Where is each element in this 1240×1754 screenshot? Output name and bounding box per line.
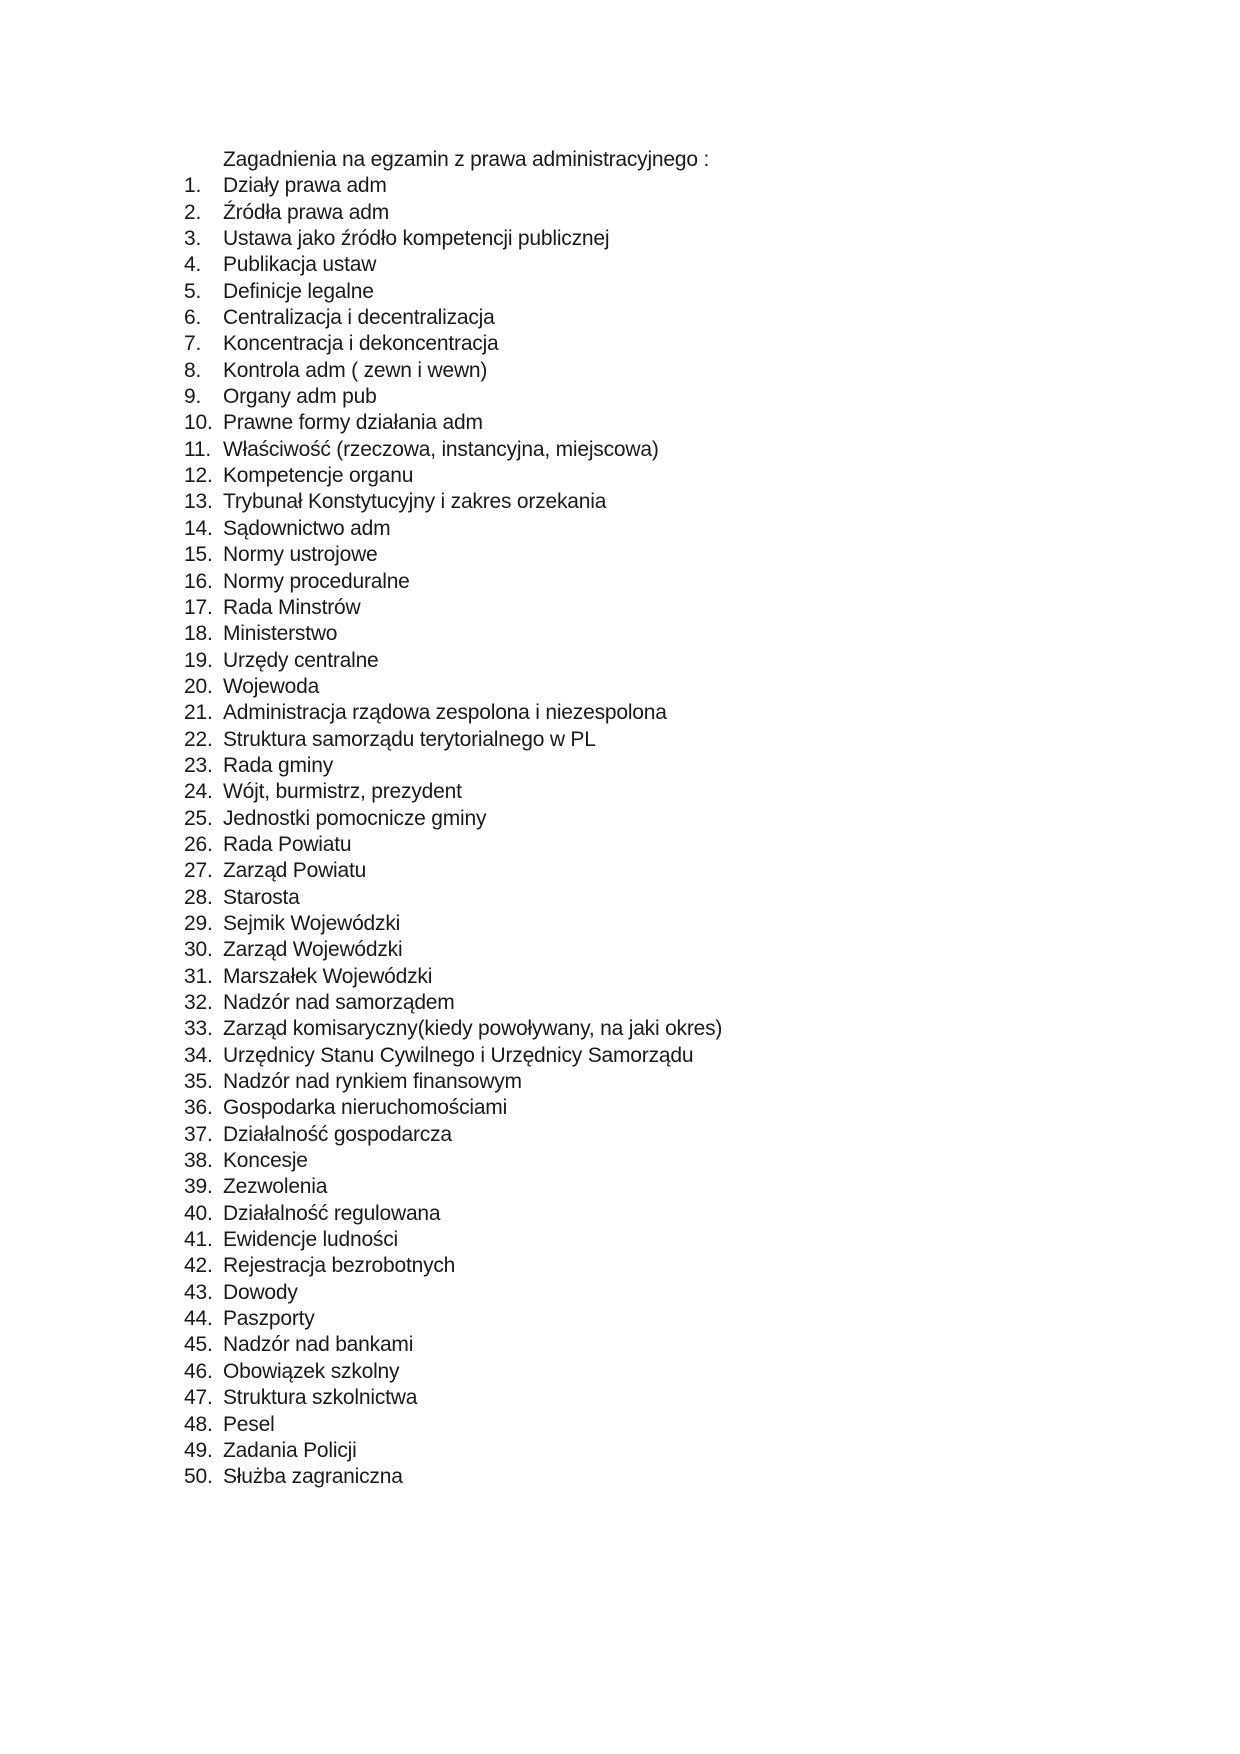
list-item-number: 4. — [184, 253, 202, 277]
list-item-number: 15. — [184, 543, 213, 567]
list-item-number: 20. — [184, 674, 213, 698]
list-item-number: 28. — [184, 885, 213, 909]
list-item — [184, 964, 1084, 990]
list-item-number: 11. — [184, 437, 212, 461]
list-item-number: 27. — [184, 859, 213, 883]
list-item-text: Obowiązek szkolny — [223, 1359, 400, 1383]
list-item-text: Rejestracja bezrobotnych — [223, 1254, 456, 1278]
list-item-text: Centralizacja i decentralizacja — [223, 306, 495, 330]
list-item-number: 34. — [184, 1043, 213, 1067]
list-item-number: 5. — [184, 279, 202, 303]
list-item-text: Zarząd Powiatu — [223, 859, 367, 883]
list-item-text: Definicje legalne — [223, 279, 374, 303]
list-item-text: Prawne formy działania adm — [223, 411, 483, 435]
list-item-text: Marszałek Wojewódzki — [223, 964, 433, 988]
list-item-text: Dowody — [223, 1280, 298, 1304]
list-item-number: 17. — [184, 595, 213, 619]
list-item — [184, 463, 1084, 489]
list-item-number: 7. — [184, 332, 202, 356]
list-item-number: 49. — [184, 1438, 213, 1462]
list-item — [184, 1253, 1084, 1279]
list-item — [184, 516, 1084, 542]
list-item-number: 12. — [184, 464, 213, 488]
list-item-text: Zadania Policji — [223, 1438, 357, 1462]
list-item-text: Struktura szkolnictwa — [223, 1386, 418, 1410]
list-item-number: 24. — [184, 780, 213, 804]
list-item — [184, 569, 1084, 595]
list-item — [184, 1069, 1084, 1095]
list-item-number: 1. — [184, 174, 202, 198]
list-item-text: Publikacja ustaw — [223, 253, 377, 277]
list-item-text: Służba zagraniczna — [223, 1465, 403, 1489]
list-item-text: Wójt, burmistrz, prezydent — [223, 780, 462, 804]
list-item — [184, 1174, 1084, 1200]
list-item — [184, 1043, 1084, 1069]
list-item-text: Ewidencje ludności — [223, 1228, 399, 1252]
list-item-text: Zezwolenia — [223, 1175, 328, 1199]
list-item-number: 39. — [184, 1175, 213, 1199]
list-item-text: Działalność regulowana — [223, 1201, 441, 1225]
list-item — [184, 252, 1084, 278]
list-item — [184, 1359, 1084, 1385]
list-item-text: Nadzór nad samorządem — [223, 991, 455, 1014]
list-item — [184, 832, 1084, 858]
list-item-number: 30. — [184, 938, 213, 962]
list-item-text: Kontrola adm ( zewn i wewn) — [223, 358, 488, 382]
list-item — [184, 1201, 1084, 1227]
list-item-number: 46. — [184, 1359, 213, 1383]
list-item — [184, 1095, 1084, 1121]
list-item — [184, 542, 1084, 568]
list-item-number: 50. — [184, 1465, 213, 1489]
list-item-number: 21. — [184, 701, 213, 725]
list-item-text: Właściwość (rzeczowa, instancyjna, miejscowa) — [223, 437, 659, 461]
list-item — [184, 1464, 1084, 1490]
list-item — [184, 885, 1084, 911]
list-item-text: Ustawa jako źródło kompetencji publicznej — [223, 227, 610, 251]
list-item — [184, 305, 1084, 331]
list-item-number: 6. — [184, 306, 202, 330]
list-item — [184, 226, 1084, 252]
list-item-text: Wojewoda — [223, 674, 320, 698]
document-content — [184, 147, 1084, 1491]
list-item — [184, 727, 1084, 753]
list-item-text: Rada gminy — [223, 753, 334, 777]
list-item — [184, 648, 1084, 674]
list-item — [184, 1016, 1084, 1042]
list-item-text: Działalność gospodarcza — [223, 1122, 452, 1146]
list-item-text: Kompetencje organu — [223, 464, 414, 488]
list-item — [184, 1280, 1084, 1306]
list-item-text: Działy prawa adm — [223, 174, 387, 198]
list-item-number: 16. — [184, 569, 213, 593]
list-item-text: Gospodarka nieruchomościami — [223, 1096, 508, 1120]
list-item-number: 8. — [184, 358, 202, 382]
list-item — [184, 990, 1084, 1016]
list-item-text: Nadzór nad bankami — [223, 1333, 414, 1357]
list-item-number: 48. — [184, 1412, 213, 1436]
list-item-text: Koncentracja i dekoncentracja — [223, 332, 499, 356]
list-item-text: Koncesje — [223, 1149, 308, 1173]
list-item — [184, 173, 1084, 199]
list-item — [184, 674, 1084, 700]
list-item-number: 35. — [184, 1070, 213, 1094]
list-item — [184, 621, 1084, 647]
list-item — [184, 595, 1084, 621]
list-item-number: 10. — [184, 411, 213, 435]
list-item-text: Pesel — [223, 1412, 275, 1436]
list-item-text: Starosta — [223, 885, 300, 909]
list-item-text: Sejmik Wojewódzki — [223, 911, 401, 935]
list-item-number: 22. — [184, 727, 213, 751]
list-item — [184, 1306, 1084, 1332]
list-item-text: Paszporty — [223, 1307, 315, 1331]
list-item — [184, 1385, 1084, 1411]
list-item — [184, 1148, 1084, 1174]
list-item — [184, 1412, 1084, 1438]
list-item-number: 41. — [184, 1228, 213, 1252]
list-item-text: Nadzór nad rynkiem finansowym — [223, 1070, 522, 1094]
document-title: Zagadnienia na egzamin z prawa administracyjnego : — [223, 148, 710, 171]
list-item-text: Urzędy centralne — [223, 648, 379, 672]
list-item — [184, 700, 1084, 726]
list-item-text: Normy proceduralne — [223, 569, 410, 593]
list-item — [184, 1332, 1084, 1358]
list-item-number: 42. — [184, 1254, 213, 1278]
list-item-number: 23. — [184, 753, 213, 777]
list-item — [184, 384, 1084, 410]
list-item-number: 36. — [184, 1096, 213, 1120]
list-item-text: Rada Powiatu — [223, 832, 352, 856]
list-item-number: 13. — [184, 490, 213, 514]
list-item — [184, 200, 1084, 226]
list-item-text: Administracja rządowa zespolona i niezespolona — [223, 701, 667, 725]
list-item — [184, 437, 1084, 463]
list-item-number: 37. — [184, 1122, 213, 1146]
list-item — [184, 858, 1084, 884]
list-item-number: 25. — [184, 806, 213, 830]
list-item-number: 47. — [184, 1386, 213, 1410]
list-item — [184, 806, 1084, 832]
list-item-number: 19. — [184, 648, 213, 672]
list-item-text: Trybunał Konstytucyjny i zakres orzekania — [223, 490, 607, 514]
list-item-number: 33. — [184, 1017, 213, 1041]
list-item-text: Urzędnicy Stanu Cywilnego i Urzędnicy Samorządu — [223, 1043, 694, 1067]
list-item-number: 31. — [184, 964, 213, 988]
list-item — [184, 358, 1084, 384]
topic-list — [184, 173, 1084, 1490]
list-item — [184, 937, 1084, 963]
list-item-text: Źródła prawa adm — [223, 200, 390, 224]
list-item — [184, 489, 1084, 515]
list-item-number: 18. — [184, 622, 213, 646]
list-item — [184, 279, 1084, 305]
list-item — [184, 1227, 1084, 1253]
list-item-number: 3. — [184, 227, 202, 251]
list-item-number: 14. — [184, 516, 213, 540]
list-item — [184, 410, 1084, 436]
list-item-text: Sądownictwo adm — [223, 516, 391, 540]
list-item-number: 9. — [184, 385, 202, 409]
list-item-text: Organy adm pub — [223, 385, 377, 409]
list-item-text: Normy ustrojowe — [223, 543, 378, 567]
list-item-number: 45. — [184, 1333, 213, 1357]
list-item — [184, 331, 1084, 357]
list-item-text: Zarząd komisaryczny(kiedy powoływany, na jaki okres) — [223, 1017, 723, 1041]
list-item-number: 43. — [184, 1280, 213, 1304]
list-item-number: 32. — [184, 991, 213, 1014]
list-item-text: Zarząd Wojewódzki — [223, 938, 403, 962]
list-item — [184, 1122, 1084, 1148]
list-item-number: 44. — [184, 1307, 213, 1331]
list-item-text: Ministerstwo — [223, 622, 338, 646]
list-item-number: 2. — [184, 200, 202, 224]
list-item-text: Struktura samorządu terytorialnego w PL — [223, 727, 596, 751]
list-item-text: Rada Minstrów — [223, 595, 361, 619]
list-item — [184, 753, 1084, 779]
list-item — [184, 911, 1084, 937]
list-item-number: 29. — [184, 911, 213, 935]
list-item-text: Jednostki pomocnicze gminy — [223, 806, 487, 830]
list-item-number: 26. — [184, 832, 213, 856]
list-item-number: 40. — [184, 1201, 213, 1225]
list-item — [184, 1438, 1084, 1464]
list-item-number: 38. — [184, 1149, 213, 1173]
list-item — [184, 779, 1084, 805]
